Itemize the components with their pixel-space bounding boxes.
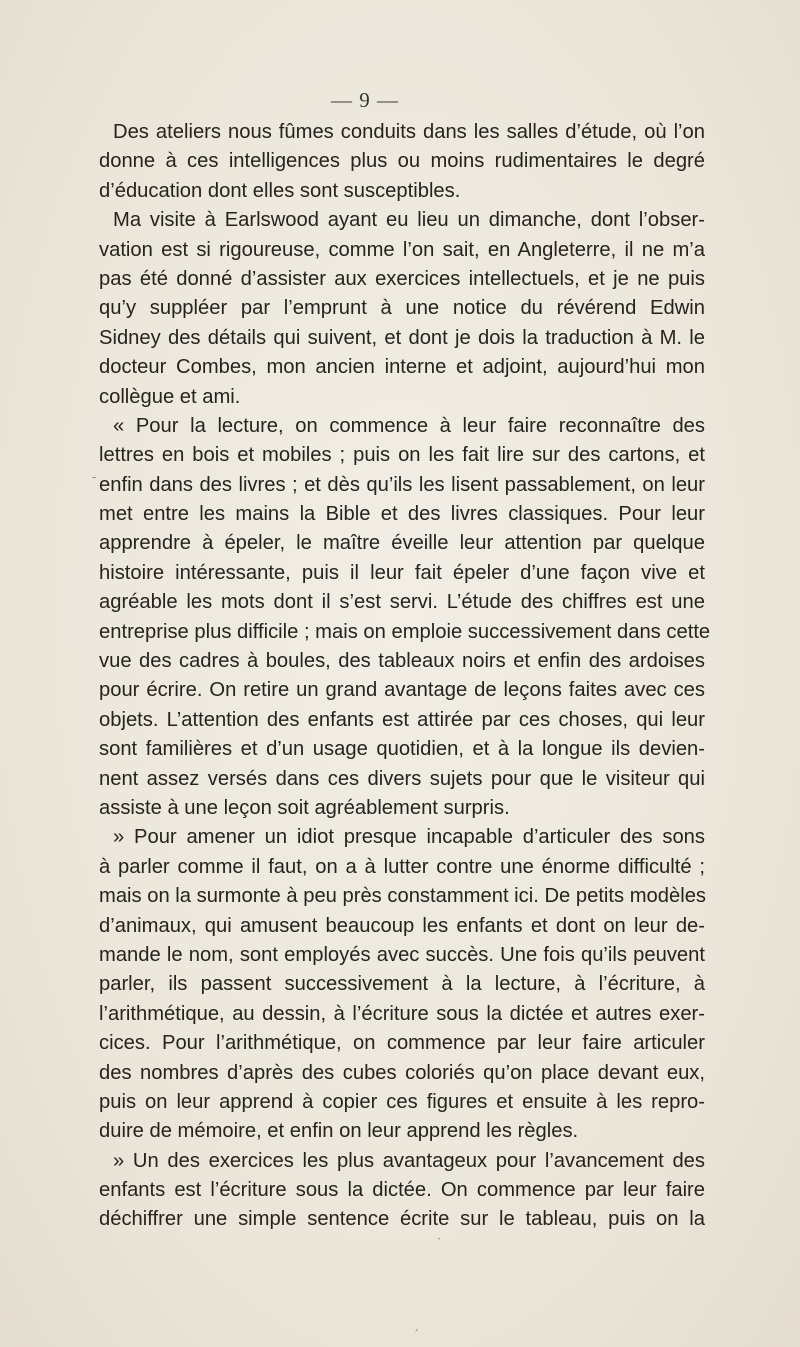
text-line: mais on la surmonte à peu près constamment ici. De petits modèles — [99, 885, 707, 908]
print-speck: - — [92, 470, 97, 484]
text-line: Sidney des détails qui suivent, et dont je dois la traduction à M. le — [99, 326, 705, 349]
text-line: enfants est l’écriture sous la dictée. On commence par leur faire — [99, 1179, 705, 1202]
text-line: enfin dans des livres ; et dès qu’ils les lisent passablement, on leur — [99, 473, 705, 496]
text-line: apprendre à épeler, le maître éveille leur attention par quelque — [99, 532, 705, 555]
text-line: assiste à une leçon soit agréablement surpris. — [99, 796, 510, 819]
text-line: des nombres d’après des cubes coloriés qu’on place devant eux, — [99, 1061, 705, 1084]
text-line: nent assez versés dans ces divers sujets pour que le visiteur qui — [99, 767, 705, 790]
text-line: « Pour la lecture, on commence à leur faire reconnaître des — [113, 414, 705, 437]
text-line: cices. Pour l’arithmétique, on commence par leur faire articuler — [99, 1032, 705, 1055]
text-line: mande le nom, sont employés avec succès. Une fois qu’ils peuvent — [99, 943, 705, 966]
text-line: histoire intéressante, puis il leur fait épeler d’une façon vive et — [99, 561, 705, 584]
text-line: d’éducation dont elles sont susceptibles. — [99, 179, 461, 202]
print-speck: ´ — [413, 1328, 419, 1342]
text-line: pour écrire. On retire un grand avantage de leçons faites avec ces — [99, 679, 705, 702]
text-line: pas été donné d’assister aux exercices intellectuels, et je ne puis — [99, 267, 705, 290]
text-line: met entre les mains la Bible et des livres classiques. Pour leur — [99, 503, 705, 526]
body-text — [99, 118, 711, 1235]
text-line: » Pour amener un idiot presque incapable d’articuler des sons — [113, 826, 705, 849]
text-line: duire de mémoire, et enfin on leur apprend les règles. — [99, 1120, 579, 1143]
text-line: vation est si rigoureuse, comme l’on sait, en Angleterre, il ne m’a — [99, 238, 705, 261]
text-line: collègue et ami. — [99, 385, 241, 408]
page-number: — 9 — — [331, 88, 399, 112]
text-line: donne à ces intelligences plus ou moins rudimentaires le degré — [99, 150, 705, 173]
text-line: à parler comme il faut, on a à lutter contre une énorme difficulté ; — [99, 855, 705, 878]
text-line: agréable les mots dont il s’est servi. L’étude des chiffres est une — [99, 591, 705, 614]
text-line: déchiffrer une simple sentence écrite sur le tableau, puis on la — [99, 1208, 705, 1231]
text-line: Des ateliers nous fûmes conduits dans les salles d’étude, où l’on — [113, 121, 705, 143]
text-line: docteur Combes, mon ancien interne et adjoint, aujourd’hui mon — [99, 356, 705, 379]
text-line: sont familières et d’un usage quotidien, et à la longue ils devien- — [99, 738, 705, 761]
text-line: entreprise plus difficile ; mais on emploie successivement dans cette — [99, 620, 711, 643]
text-line: d’animaux, qui amusent beaucoup les enfants et dont on leur de- — [99, 914, 705, 937]
text-line: lettres en bois et mobiles ; puis on les fait lire sur des cartons, et — [99, 444, 705, 467]
text-line: puis on leur apprend à copier ces figures et ensuite à les repro- — [99, 1090, 705, 1113]
text-line: l’arithmétique, au dessin, à l’écriture sous la dictée et autres exer- — [99, 1002, 705, 1025]
text-line: vue des cadres à boules, des tableaux noirs et enfin des ardoises — [99, 650, 705, 673]
print-speck: · — [437, 1232, 441, 1246]
text-line: objets. L’attention des enfants est attirée par ces choses, qui leur — [99, 708, 705, 731]
text-line: qu’y suppléer par l’emprunt à une notice du révérend Edwin — [99, 297, 705, 320]
text-line: parler, ils passent successivement à la lecture, à l’écriture, à — [99, 973, 705, 996]
text-line: Ma visite à Earlswood ayant eu lieu un dimanche, dont l’obser- — [113, 209, 705, 232]
text-line: » Un des exercices les plus avantageux pour l’avancement des — [113, 1149, 705, 1172]
